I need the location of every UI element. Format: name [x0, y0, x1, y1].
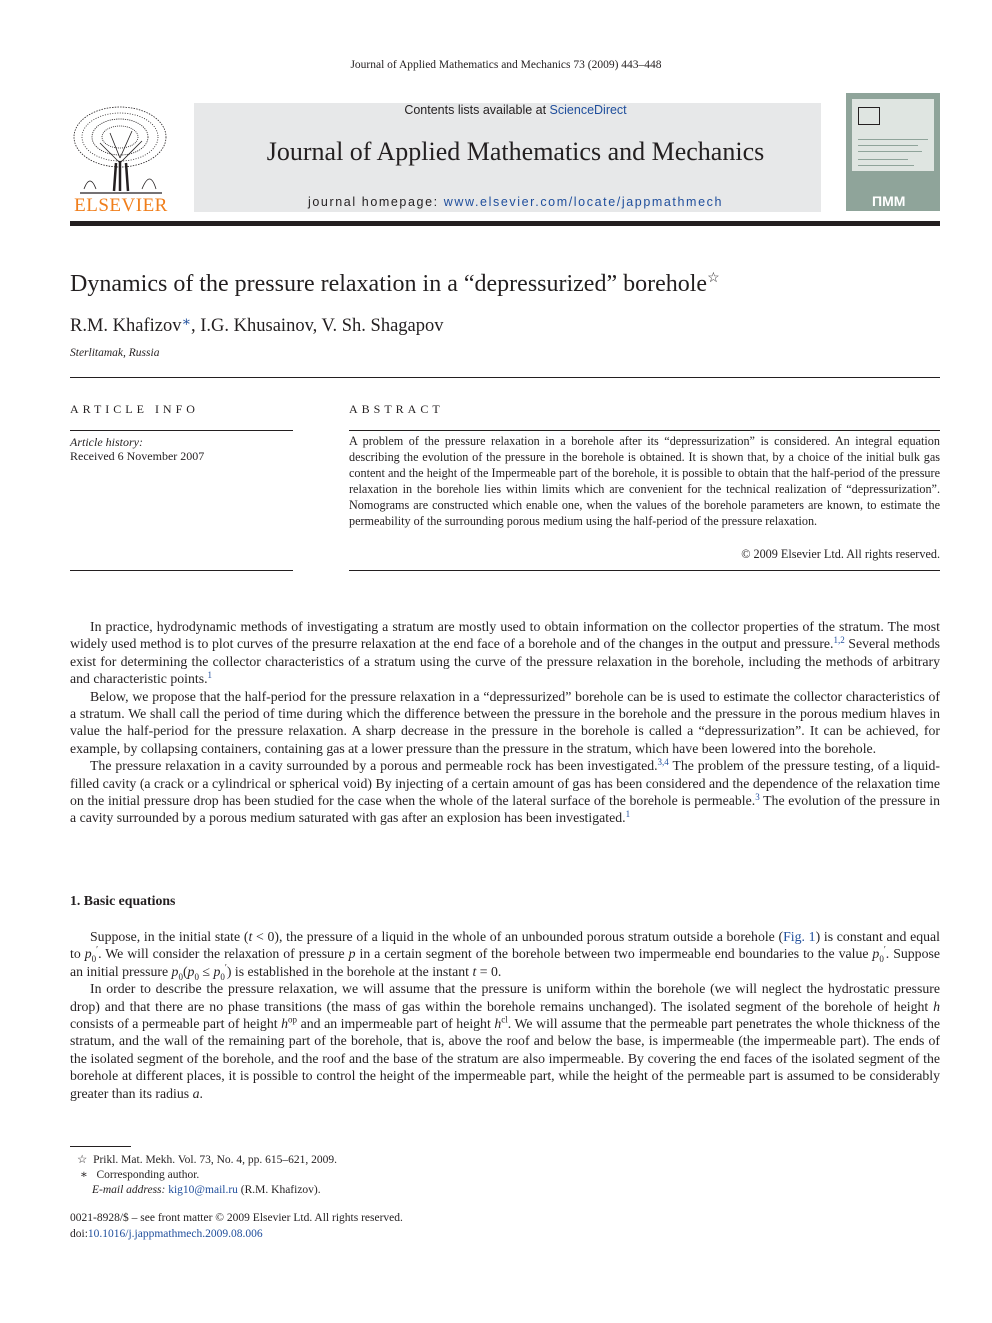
- article-title-text: Dynamics of the pressure relaxation in a “depressurized” borehole: [70, 271, 708, 297]
- math-sub: 0: [178, 971, 183, 982]
- abstract-copyright: © 2009 Elsevier Ltd. All rights reserved.: [741, 547, 940, 561]
- text-run: < 0), the pressure of a liquid in the whole of an unbounded porous stratum outside a borehole (: [252, 929, 784, 944]
- math-prime: ′: [883, 944, 886, 955]
- other-authors: , I.G. Khusainov, V. Sh. Shagapov: [191, 316, 444, 336]
- citation-link[interactable]: 1: [625, 809, 631, 820]
- text-run: . We will consider the relaxation of pressure: [98, 946, 349, 962]
- math-p0: p: [171, 963, 179, 979]
- citation-link[interactable]: 3: [755, 792, 760, 803]
- math-a: a: [192, 1085, 200, 1101]
- footnote-rule: [70, 1146, 131, 1147]
- math-p0-prime: p: [872, 946, 880, 962]
- math-sub: 0: [91, 954, 97, 965]
- homepage-prefix: journal homepage:: [307, 195, 444, 209]
- intro-paragraph-1: [70, 618, 940, 688]
- math-sub: 0: [194, 971, 199, 982]
- section1-paragraph-1: Suppose, in the initial state (t < 0), the pressure of a liquid in the whole of an unbounded porous stratum outside a borehole (Fig. 1) is constant and equal to $p_0'$. We will consider the relaxation of pressure p in a certain segment of the borehole between two impermeable end boundaries to the value $p_0'$. Suppose an initial pressure $p_0(p_0 \le p_0')$ is established in the borehole at the instant t = 0.: [70, 929, 941, 982]
- math-sub: 0: [220, 971, 225, 982]
- affiliation: Sterlitamak, Russia: [70, 347, 160, 359]
- text-run: The evolution of the pressure in a cavity surrounded by a porous medium saturated with gas after an explosion has been investigated.: [70, 793, 940, 826]
- footnote-star: [77, 1153, 337, 1168]
- section1-paragraph-2: [70, 980, 940, 1102]
- authors: [70, 314, 444, 337]
- citation-link[interactable]: 1,2: [833, 635, 845, 646]
- text-run: Several methods exist for determining the collector characteristics of a stratum using the curve of the pressure relaxation in the borehole, including the methods of arbitrary and characteristic points.: [70, 636, 940, 687]
- issn-line: 0021-8928/$ – see front matter © 2009 Elsevier Ltd. All rights reserved.: [70, 1212, 403, 1224]
- section-heading-basic-equations: 1. Basic equations: [70, 893, 176, 908]
- text-run: = 0.: [476, 963, 502, 979]
- article-info-bottom-rule: [70, 570, 293, 571]
- math-p0: p: [187, 963, 195, 979]
- abstract-text: A problem of the pressure relaxation in a borehole after its “depressurization” is considered. An integral equation describing the evolution of the pressure in the borehole is obtained. It is shown that, by a choice of the initial bulk gas content and the height of the Impermeable part of the borehole, it is possible to obtain that the half-period of the pressure relaxation in the borehole lies within limits which are convenient for the technical realization of “depressurization”. Nomograms are constructed which enable one, when the values of the borehole parameters are known, to estimate the permeability of the surrounding porous medium using the half-period of the pressure relaxation.: [349, 434, 940, 529]
- math-h: h: [281, 1016, 289, 1032]
- footnote-star-mark: ☆: [77, 1154, 88, 1166]
- contents-line: [194, 103, 837, 117]
- journal-title: Journal of Applied Mathematics and Mechanics: [266, 137, 765, 166]
- abstract-bottom-rule: [349, 570, 940, 571]
- math-sub: 0: [879, 954, 884, 965]
- article-info-heading: ARTICLE INFO: [70, 402, 199, 416]
- corresponding-author-mark[interactable]: ∗: [181, 315, 192, 330]
- sciencedirect-link[interactable]: ScienceDirect: [549, 103, 627, 117]
- text-run: .: [199, 1085, 203, 1101]
- received-date: Received 6 November 2007: [70, 449, 205, 463]
- footnote-ast-text: Corresponding author.: [96, 1169, 200, 1181]
- info-top-rule: [70, 377, 940, 378]
- journal-cover-image[interactable]: [846, 93, 940, 211]
- citation-link[interactable]: 1: [207, 670, 213, 681]
- math-prime: ′: [224, 962, 227, 973]
- citation-link[interactable]: 3,4: [657, 757, 669, 768]
- math-p0-prime: p: [84, 946, 92, 962]
- homepage-link[interactable]: www.elsevier.com/locate/jappmathmech: [443, 195, 724, 209]
- email-label: E-mail address:: [92, 1184, 169, 1196]
- doi-line: [70, 1227, 403, 1243]
- text-run: . We will assume that the permeable part penetrates the whole thickness of the stratum, and the wall of the remaining part of the borehole, that is, above the roof and below the base, is impermeable (the impermeable part). The ends of the isolated segment of the borehole, and the roof and the base of the stratum are also impermeable. By covering the end faces of the isolated segment of the borehole at different places, it is possible to control the height of the impermeable part, while the height of the permeable part is assumed to be considerably greater than its radius: [70, 1016, 940, 1101]
- journal-banner: [194, 103, 821, 212]
- text-run: consists of a permeable part of height: [70, 1016, 282, 1032]
- text-run: The pressure relaxation in a cavity surrounded by a porous and permeable rock has been investigated.: [90, 758, 658, 774]
- elsevier-wordmark: ELSEVIER: [74, 195, 168, 216]
- title-footnote-mark[interactable]: ☆: [707, 271, 720, 286]
- text-run: in a certain segment of the borehole between two impermeable end boundaries to the value: [355, 946, 873, 962]
- intro-paragraph-3: [70, 757, 940, 827]
- header-rule: [70, 221, 940, 226]
- text-run: ) is constant and equal to: [70, 929, 941, 962]
- abstract-rule: [349, 430, 940, 431]
- text-run: and an impermeable part of height: [297, 1016, 495, 1032]
- math-p0-prime: p: [213, 963, 221, 979]
- text-run: Suppose, in the initial state (: [90, 929, 249, 944]
- article-info-rule: [70, 430, 293, 431]
- text-run: The problem of the pressure testing, of a liquid-filled cavity (a crack or a cylindrical or spherical void) By injecting of a certain amount of gas has been considered and the dependence of the relaxation time on the initial pressure drop has been studied for the case when the whole of the lateral surface of the borehole is permeable.: [70, 758, 940, 809]
- article-history-label: Article history:: [70, 435, 143, 449]
- math-prime: ′: [96, 944, 99, 955]
- text-run: is established in the borehole at the instant: [231, 963, 473, 979]
- doi-link[interactable]: 10.1016/j.jappmathmech.2009.08.006: [87, 1227, 263, 1240]
- footnote-ast-mark: ∗: [80, 1169, 88, 1181]
- footnote-email: [92, 1183, 321, 1198]
- footnote-star-text: Prikl. Mat. Mekh. Vol. 73, No. 4, pp. 615–621, 2009.: [93, 1154, 338, 1166]
- section1-body: [70, 928, 940, 1102]
- contents-prefix: Contents lists available at: [404, 103, 550, 117]
- email-link[interactable]: kig10@mail.ru: [168, 1184, 238, 1196]
- author-khafizov: R.M. Khafizov: [70, 316, 182, 336]
- doi-prefix: doi:: [70, 1227, 88, 1240]
- text-run: . Suppose an initial pressure: [70, 946, 940, 979]
- article-title: [70, 270, 720, 298]
- math-h: h: [494, 1016, 502, 1032]
- cover-label: ПММ: [872, 193, 906, 209]
- math-t: t: [248, 929, 253, 944]
- intro-body: [70, 618, 940, 827]
- front-matter: [70, 1211, 403, 1242]
- math-sup-cl: cl: [501, 1014, 508, 1025]
- math-h: h: [933, 998, 940, 1014]
- math-sup-op: op: [288, 1014, 298, 1025]
- intro-paragraph-2: Below, we propose that the half-period for the pressure relaxation in a “depressurized” borehole can be is used to estimate the collector characteristics of a stratum. We shall call the period of time during which the difference between the pressure in the borehole and the pressure in the porous medium hlaves in value the half-period for the pressure relaxation. A sharp decrease in the pressure in the borehole is called a “depressurization”. It can be achieved, for example, by collapsing containers, containing gas at a lower pressure than the pressure in the stratum, which have been lowered into the borehole.: [70, 688, 940, 756]
- abstract-heading: ABSTRACT: [349, 402, 444, 416]
- text-run: In practice, hydrodynamic methods of investigating a stratum are mostly used to obtain information on the collector properties of the stratum. The most widely used method is to plot curves of the presurre relaxation at the end face of a borehole and of the changes in the output and pressure.: [70, 619, 940, 652]
- running-head: Journal of Applied Mathematics and Mechanics 73 (2009) 443–448: [350, 59, 662, 71]
- email-suffix: (R.M. Khafizov).: [237, 1184, 321, 1196]
- figure-1-link[interactable]: Fig. 1: [783, 929, 816, 944]
- text-run: In order to describe the pressure relaxation, we will assume that the pressure is uniform within the borehole (we will neglect the hydrostatic pressure drop) and that there are no phase transitions (the mass of gas within the borehole remains unchanged). The isolated segment of the borehole of height: [70, 981, 940, 1014]
- math-t: t: [472, 963, 477, 979]
- footnote-corresponding: [80, 1168, 199, 1183]
- elsevier-logo[interactable]: [70, 103, 172, 215]
- math-p: p: [348, 946, 356, 962]
- journal-homepage: [194, 195, 837, 209]
